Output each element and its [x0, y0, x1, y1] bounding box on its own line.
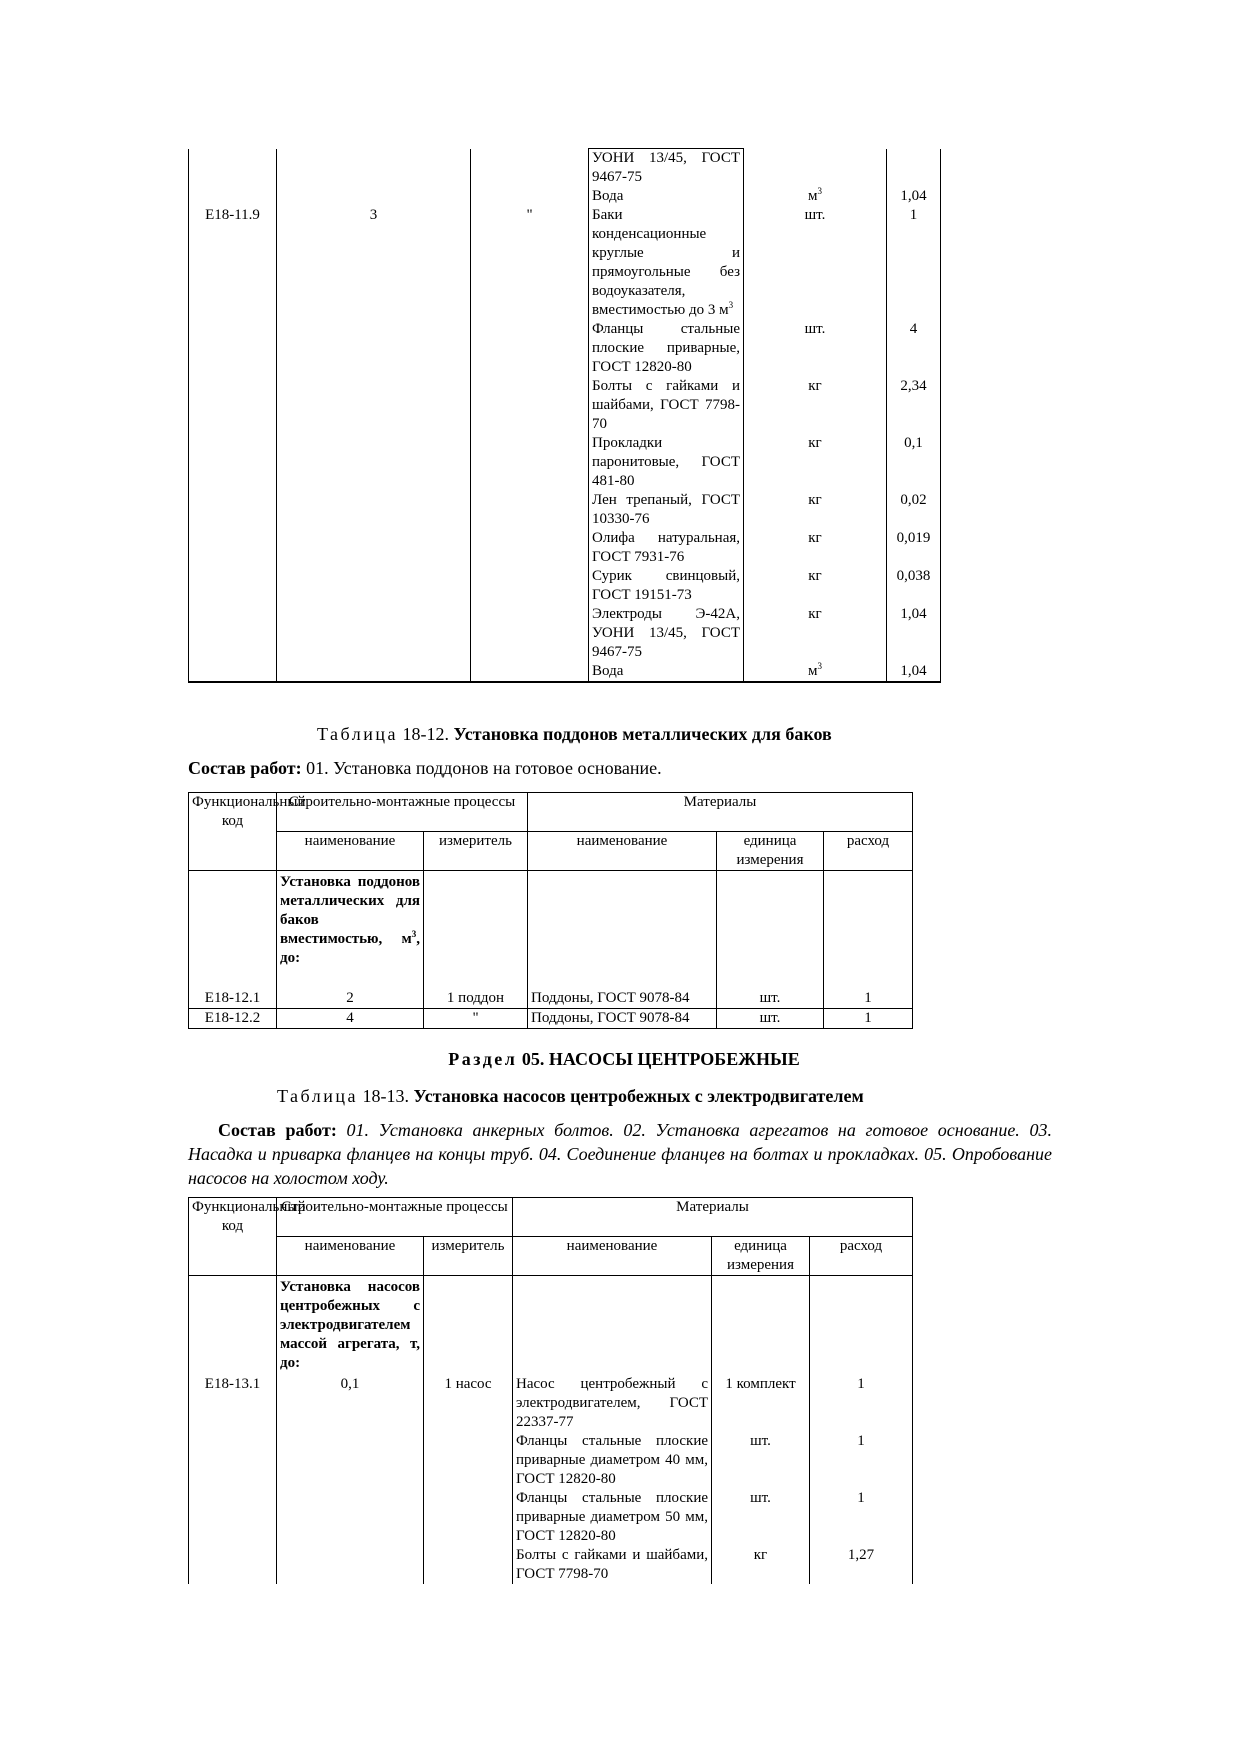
composition-18-13 [188, 1118, 1052, 1190]
table-row [189, 1489, 913, 1546]
caption-title: Установка насосов центробежных с электродвигателем [413, 1086, 864, 1106]
material-name: Фланцы стальные плоские приварные, ГОСТ 12820-80 [589, 320, 744, 377]
caption-title: Установка поддонов металлических для баков [453, 724, 832, 744]
material-qty: 1,04 [887, 662, 941, 682]
caption-prefix: Таблица [317, 724, 398, 744]
process-param: 4 [277, 1009, 424, 1029]
material-name: Вода [589, 187, 744, 206]
material-name: Лен трепаный, ГОСТ 10330-76 [589, 491, 744, 529]
material-name: Прокладки паронитовые, ГОСТ 481-80 [589, 434, 744, 491]
material-qty: 1 [824, 989, 913, 1009]
material-qty: 1,27 [810, 1546, 913, 1584]
caption-prefix: Таблица [277, 1086, 358, 1106]
material-unit: кг [744, 434, 887, 491]
header-proc-name: наименование [277, 1237, 424, 1276]
section-title: 05. НАСОСЫ ЦЕНТРОБЕЖНЫЕ [521, 1049, 800, 1069]
material-unit: шт. [717, 989, 824, 1009]
process-unit: " [471, 206, 589, 320]
material-name: Насос центробежный с электродвигателем, ГОСТ 22337-77 [513, 1375, 712, 1432]
group-title: Установка насосов центробежных с электродвигателем массой агрегата, т, до: [277, 1276, 424, 1376]
table-row [189, 871, 913, 990]
material-qty: 4 [887, 320, 941, 377]
material-name: Олифа натуральная, ГОСТ 7931-76 [589, 529, 744, 567]
header-mat-unit: единица измерения [717, 832, 824, 871]
material-name: Вода [589, 662, 744, 682]
material-qty: 1 [810, 1432, 913, 1489]
table-row [189, 1375, 913, 1432]
table-row [189, 567, 941, 605]
material-qty: 0,1 [887, 434, 941, 491]
material-qty: 1 [824, 1009, 913, 1029]
table-row [189, 149, 941, 188]
material-name: Поддоны, ГОСТ 9078-84 [528, 989, 717, 1009]
material-name: Фланцы стальные плоские приварные диаметром 40 мм, ГОСТ 12820-80 [513, 1432, 712, 1489]
material-unit: шт. [712, 1432, 810, 1489]
material-qty: 0,019 [887, 529, 941, 567]
table-caption-18-12 [317, 722, 832, 746]
material-unit: кг [744, 605, 887, 662]
table-18-12 [188, 792, 913, 1029]
material-qty: 1 [887, 206, 941, 320]
table-row [189, 605, 941, 662]
group-title: Установка поддонов металлических для баков вместимостью, $м^3$, до: [277, 871, 424, 990]
material-unit: шт. [712, 1489, 810, 1546]
functional-code: Е18-11.9 [189, 206, 277, 320]
table-18-11-continuation [188, 148, 941, 683]
material-name: Болты с гайками и шайбами, ГОСТ 7798-70 [513, 1546, 712, 1584]
material-unit: шт. [717, 1009, 824, 1029]
material-qty: 1,04 [887, 187, 941, 206]
material-unit: кг [744, 529, 887, 567]
table-row [189, 320, 941, 377]
caption-number: 18-12. [402, 724, 449, 744]
material-name: Поддоны, ГОСТ 9078-84 [528, 1009, 717, 1029]
header-mat-qty: расход [810, 1237, 913, 1276]
material-unit: кг [744, 567, 887, 605]
functional-code: Е18-12.2 [189, 1009, 277, 1029]
table-header-row [189, 793, 913, 832]
composition-text: 01. Установка анкерных болтов. 02. Установка агрегатов на готовое основание. 03. Насадка и приварка фланцев на концы труб. 04. Соединение фланцев на болтах и прокладках. 05. Опробование насосов на холостом ходу. [188, 1120, 1052, 1188]
caption-number: 18-13. [362, 1086, 409, 1106]
material-unit: шт. [744, 320, 887, 377]
table-row [189, 989, 913, 1009]
material-qty: 0,038 [887, 567, 941, 605]
table-row [189, 206, 941, 320]
header-mat-name: наименование [528, 832, 717, 871]
header-mat-qty: расход [824, 832, 913, 871]
table-18-13 [188, 1197, 913, 1584]
composition-label: Состав работ: [188, 758, 302, 778]
header-processes: Строительно-монтажные процессы [277, 793, 528, 832]
process-param: 2 [277, 989, 424, 1009]
table-row [189, 1432, 913, 1489]
table-row [189, 529, 941, 567]
header-materials: Материалы [528, 793, 913, 832]
material-unit: 1 комплект [712, 1375, 810, 1432]
section-prefix: Раздел [448, 1049, 518, 1069]
material-name: Фланцы стальные плоские приварные диаметром 50 мм, ГОСТ 12820-80 [513, 1489, 712, 1546]
header-code: Функциональный код [189, 1198, 277, 1276]
material-qty: 0,02 [887, 491, 941, 529]
material-unit: шт. [744, 206, 887, 320]
composition-text: 01. Установка поддонов на готовое основание. [306, 758, 662, 778]
table-row [189, 491, 941, 529]
table-row [189, 1276, 913, 1376]
header-proc-name: наименование [277, 832, 424, 871]
process-unit: 1 поддон [424, 989, 528, 1009]
table-header-row [189, 1237, 913, 1276]
table-row [189, 1546, 913, 1584]
material-unit: $м^3$ [744, 662, 887, 682]
table-row [189, 377, 941, 434]
process-param: 3 [277, 206, 471, 320]
header-mat-unit: единица измерения [712, 1237, 810, 1276]
material-name: УОНИ 13/45, ГОСТ 9467-75 [589, 149, 744, 188]
composition-label: Состав работ: [218, 1120, 337, 1140]
table-row [189, 1009, 913, 1029]
header-proc-unit: измеритель [424, 832, 528, 871]
process-unit: " [424, 1009, 528, 1029]
material-unit: кг [712, 1546, 810, 1584]
material-qty: 1 [810, 1375, 913, 1432]
material-name: Электроды Э-42А, УОНИ 13/45, ГОСТ 9467-75 [589, 605, 744, 662]
material-unit: $м^3$ [744, 187, 887, 206]
material-name: Сурик свинцовый, ГОСТ 19151-73 [589, 567, 744, 605]
table-caption-18-13 [277, 1084, 864, 1108]
header-materials: Материалы [513, 1198, 913, 1237]
table-header-row [189, 1198, 913, 1237]
material-unit: кг [744, 491, 887, 529]
process-param: 0,1 [277, 1375, 424, 1432]
header-mat-name: наименование [513, 1237, 712, 1276]
process-unit: 1 насос [424, 1375, 513, 1432]
material-unit: кг [744, 377, 887, 434]
material-qty: 1 [810, 1489, 913, 1546]
section-heading [0, 1047, 1240, 1071]
table-row [189, 662, 941, 682]
table-row [189, 434, 941, 491]
header-code: Функциональный код [189, 793, 277, 871]
functional-code: Е18-12.1 [189, 989, 277, 1009]
material-name: Баки конденсационные круглые и прямоугольные без водоуказателя, вместимостью до 3 $м^3$ [589, 206, 744, 320]
table-header-row [189, 832, 913, 871]
material-qty: 2,34 [887, 377, 941, 434]
functional-code: Е18-13.1 [189, 1375, 277, 1432]
material-name: Болты с гайками и шайбами, ГОСТ 7798-70 [589, 377, 744, 434]
composition-18-12 [188, 756, 662, 780]
header-proc-unit: измеритель [424, 1237, 513, 1276]
material-qty: 1,04 [887, 605, 941, 662]
header-processes: Строительно-монтажные процессы [277, 1198, 513, 1237]
